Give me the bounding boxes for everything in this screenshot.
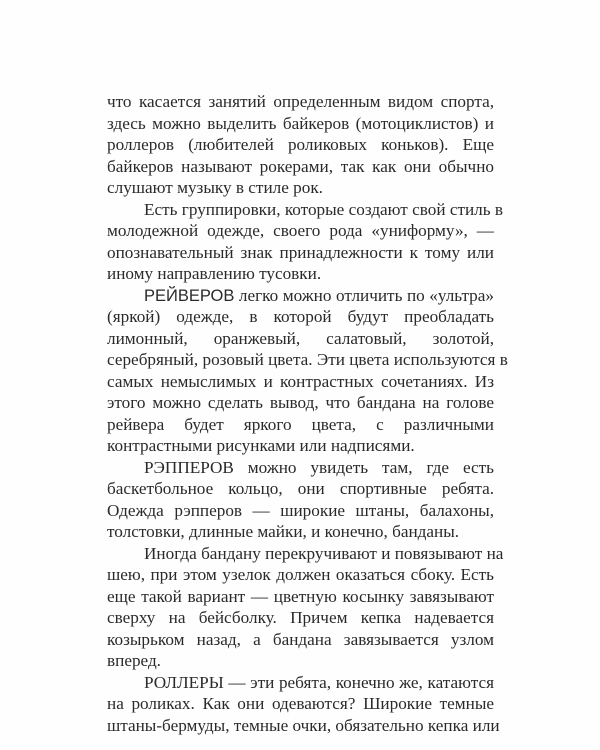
text-line — [107, 285, 494, 307]
text-line: иному направлению тусовки. — [107, 264, 322, 283]
text-line: шею, при этом узелок должен оказаться сбоку. Есть — [107, 565, 494, 584]
text-line: самых немыслимых и контрастных сочетаниях. Из — [107, 371, 494, 391]
paragraph-3 — [107, 285, 508, 457]
section-lead-raver: РЕЙВЕРОВ — [144, 286, 235, 305]
text-line: опознавательный знак принадлежности к тому или — [107, 242, 494, 262]
text-line: слушают музыку в стиле рок. — [107, 178, 323, 197]
paragraph-4 — [107, 457, 494, 543]
text-line: вперед. — [107, 651, 161, 670]
body-text — [107, 91, 508, 736]
paragraph-2 — [107, 199, 503, 285]
paragraph-5 — [107, 543, 504, 672]
text-line: лимонный, оранжевый, салатовый, золотой, — [107, 328, 494, 348]
text-line: на роликах. Как они одеваются? Широкие темные — [107, 694, 494, 713]
text-line: здесь можно выделить байкеров (мотоциклистов) и — [107, 113, 494, 133]
text-line: баскетбольное кольцо, они спортивные ребята. — [107, 479, 494, 498]
text-line: штаны-бермуды, темные очки, обязательно кепка или — [107, 715, 500, 735]
text-line: РЭППЕРОВ можно увидеть там, где есть — [144, 457, 494, 477]
text-line: роллеров (любителей роликовых коньков). Еще — [107, 135, 494, 154]
text-line: что касается занятий определенным видом спорта, — [107, 92, 494, 111]
text-line: (яркой) одежде, в которой будут преобладать — [107, 307, 494, 326]
text-line: Одежда рэпперов — широкие штаны, балахоны, — [107, 500, 494, 520]
text-line: серебряный, розовый цвета. Эти цвета используются в — [107, 350, 508, 369]
text-line: рейвера будет яркого цвета, с различными — [107, 414, 494, 434]
text-line: байкеров называют рокерами, так как они обычно — [107, 156, 494, 176]
text-line: еще такой вариант — цветную косынку завязывают — [107, 586, 494, 606]
text-line: Есть группировки, которые создают свой стиль в — [144, 199, 503, 219]
paragraph-1 — [107, 91, 494, 199]
text-line: РОЛЛЕРЫ — эти ребята, конечно же, катаются — [144, 672, 494, 692]
text-line: толстовки, длинные майки, и конечно, банданы. — [107, 522, 460, 541]
text-line: Иногда бандану перекручивают и повязывают на — [144, 543, 504, 563]
paragraph-6 — [107, 672, 500, 737]
text-fragment: легко можно отличить по «ультра» — [234, 285, 494, 305]
text-line: сверху на бейсболку. Причем кепка надевается — [107, 608, 494, 627]
text-line: этого можно сделать вывод, что бандана на голове — [107, 393, 494, 412]
text-line: молодежной одежде, своего рода «униформу», — — [107, 221, 494, 240]
text-line: козырьком назад, а бандана завязывается узлом — [107, 629, 494, 649]
text-line: контрастными рисунками или надписями. — [107, 436, 415, 455]
